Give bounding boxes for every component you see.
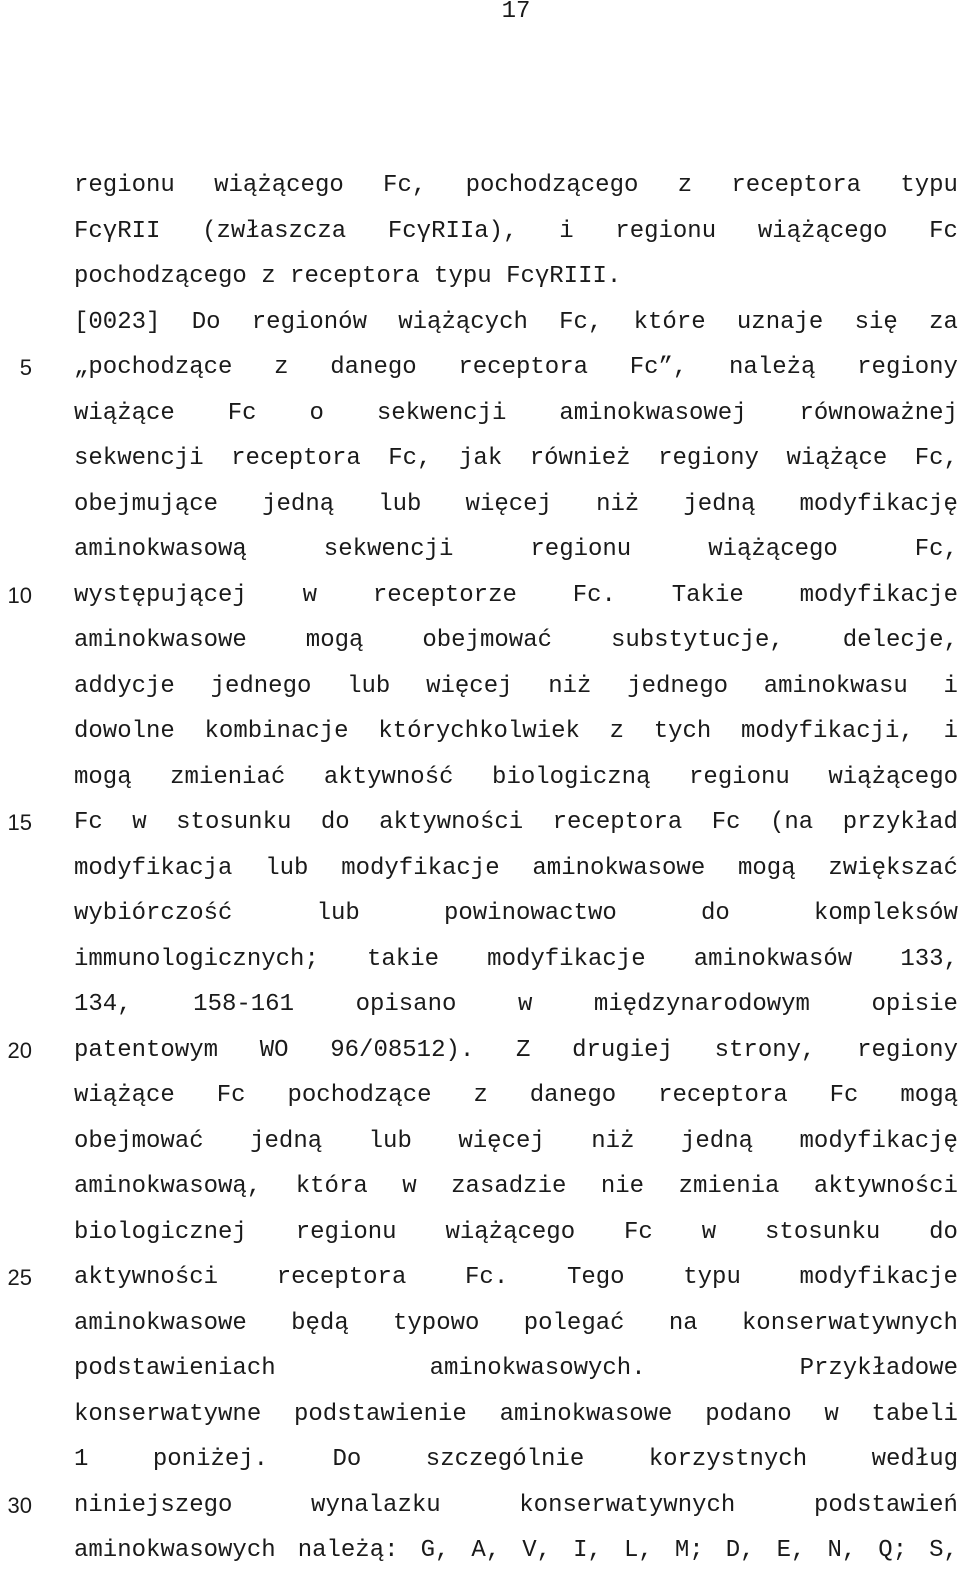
word: więcej [458, 1127, 545, 1155]
word: Do [191, 308, 221, 336]
word: sekwencji [323, 536, 454, 563]
word: aminokwasowych [74, 1537, 276, 1564]
word: A, [471, 1537, 501, 1564]
word: takie [367, 945, 440, 973]
word: Fc [74, 809, 103, 836]
word: wiążących [398, 308, 528, 336]
document-body [74, 171, 958, 1582]
word: strony, [714, 1036, 816, 1064]
word: regionów [251, 308, 367, 336]
word: które [633, 308, 706, 336]
word: międzynarodowym [593, 991, 810, 1018]
word: lub [378, 490, 422, 518]
line-number: 15 [7, 810, 32, 835]
word: niniejszego [74, 1491, 233, 1519]
word: polegać [523, 1309, 625, 1337]
word: jedną [681, 1127, 754, 1155]
word: WO [259, 1036, 289, 1064]
word: mogą [900, 1082, 958, 1109]
word: aminokwasową, [74, 1173, 262, 1200]
word: lub [265, 854, 309, 882]
word: aminokwasu [763, 672, 908, 700]
word: występującej [74, 581, 247, 609]
word: konserwatywne [74, 1400, 262, 1428]
word: [0023] [74, 308, 161, 336]
word: równoważnej [799, 399, 958, 427]
word: 133, [900, 945, 958, 973]
word: o [309, 399, 324, 427]
word: z [473, 1082, 488, 1109]
word: Fc [829, 1082, 859, 1109]
word: regionu [615, 217, 717, 245]
word: więcej [465, 490, 552, 518]
word: tych [653, 718, 712, 745]
word: należą [729, 354, 816, 381]
text-line [74, 717, 958, 763]
word: modyfikację [799, 1127, 958, 1155]
word: konserwatywnych [519, 1491, 736, 1519]
word: lub [316, 900, 360, 927]
word: pochodzącego [465, 172, 639, 199]
word: 158-161 [193, 991, 294, 1018]
text-line [74, 490, 958, 536]
word: regiony [857, 354, 958, 381]
word: z [609, 718, 625, 745]
word: jak [459, 445, 503, 472]
word: aminokwasowe [532, 854, 706, 882]
word: mogą [74, 763, 132, 791]
word: immunologicznych; [74, 945, 319, 973]
word: do [700, 900, 730, 927]
word: wiążącego [757, 217, 888, 245]
word: Fc [216, 1082, 246, 1109]
word: regionu [689, 763, 790, 791]
word: modyfikację [799, 490, 958, 518]
word: będą [291, 1309, 349, 1337]
word: 1 [74, 1446, 89, 1473]
word: korzystnych [648, 1446, 808, 1473]
word: którychkolwiek [378, 718, 580, 745]
text-line [74, 399, 958, 445]
word: niż [548, 672, 592, 700]
word: należą: [297, 1537, 399, 1564]
word: wynalazku [311, 1491, 441, 1519]
word: modyfikacje [799, 1264, 958, 1291]
word: Fc. [465, 1264, 509, 1291]
text-line [74, 945, 958, 991]
word: kompleksów [813, 900, 958, 927]
word: D, [725, 1537, 755, 1564]
word: Takie [671, 581, 744, 609]
word: wybiórczość [74, 900, 233, 927]
word: z [274, 354, 289, 381]
word: niż [596, 490, 640, 518]
word: wiążącego [708, 536, 838, 563]
text-line [74, 990, 958, 1036]
word: nie [600, 1173, 645, 1200]
word: obejmować [422, 627, 552, 654]
word: szczególnie [425, 1446, 585, 1473]
word: zmieniać [170, 763, 286, 791]
word: Tego [566, 1264, 625, 1291]
word: lub [347, 672, 391, 700]
word: receptora [552, 809, 683, 836]
word: I, [573, 1537, 602, 1564]
text-line [74, 353, 958, 399]
word: Z [515, 1036, 531, 1064]
word: jedną [262, 490, 335, 518]
text-line [74, 1445, 958, 1491]
word: modyfikacji, [741, 718, 914, 745]
word: stosunku [176, 809, 292, 836]
text-line [74, 1536, 958, 1582]
word: M; [674, 1537, 704, 1564]
text-line [74, 899, 958, 945]
text-line [74, 581, 958, 627]
word: aminokwasowej [559, 399, 747, 427]
word: 96/08512). [330, 1036, 475, 1064]
word: receptora [458, 354, 588, 381]
text-line [74, 535, 958, 581]
word: modyfikacje [799, 581, 958, 609]
word: na [668, 1309, 698, 1337]
word: zasadzie [451, 1173, 567, 1200]
word: w [517, 991, 533, 1018]
word: Fc [711, 809, 741, 836]
word: w [302, 581, 318, 609]
text-line [74, 444, 958, 490]
word: regionu [295, 1218, 397, 1246]
word: V, [522, 1537, 552, 1564]
word: sekwencji [74, 445, 204, 472]
word: aktywność [323, 763, 454, 791]
word: „pochodzące [74, 354, 233, 381]
word: kombinacje [204, 718, 349, 745]
word: FcγRIIa), [387, 217, 518, 245]
word: wiążące [786, 445, 888, 472]
word: w [402, 1173, 417, 1200]
line-number: 10 [7, 582, 32, 608]
word: poniżej. [152, 1446, 269, 1473]
word: aminokwasowe [74, 627, 247, 654]
word: E, [776, 1537, 806, 1564]
word: do [320, 809, 350, 836]
text-line [74, 1036, 958, 1082]
word: Fc [929, 217, 958, 245]
word: wiążącego [445, 1218, 576, 1246]
word: Fc, [914, 536, 958, 563]
word: opisie [871, 991, 958, 1018]
word: regionu [530, 536, 632, 563]
text-line [74, 1309, 958, 1355]
word: pochodzące [287, 1082, 432, 1109]
word: drugiej [572, 1036, 673, 1064]
word: N, [827, 1537, 857, 1564]
word: danego [330, 354, 417, 381]
word: G, [420, 1537, 450, 1564]
word: regiony [857, 1036, 958, 1064]
word: wiążącego [214, 172, 344, 199]
word: konserwatywnych [741, 1309, 958, 1337]
word: Przykładowe [799, 1355, 958, 1382]
word: i [559, 217, 574, 245]
word: jedną [683, 490, 756, 518]
word: się [854, 308, 898, 336]
word: Fc”, [629, 354, 688, 381]
text-line [74, 308, 958, 354]
word: delecje, [842, 627, 958, 654]
word: Fc, [914, 445, 958, 472]
word: za [929, 308, 958, 336]
word: modyfikacja [74, 854, 233, 882]
text-line [74, 763, 958, 809]
word: biologicznej [74, 1218, 247, 1246]
word: Fc [624, 1218, 653, 1246]
word: biologiczną [492, 763, 651, 791]
word: mogą [737, 854, 796, 882]
text-line [74, 1263, 958, 1309]
text-line [74, 171, 958, 217]
word: danego [529, 1082, 617, 1109]
word: wiążące [74, 399, 175, 427]
word: Do [332, 1446, 362, 1473]
word: regionu [74, 172, 175, 199]
word: 134, [74, 991, 132, 1018]
word: (zwłaszcza [202, 217, 347, 245]
line-number: 20 [7, 1037, 32, 1063]
word: z [677, 172, 693, 199]
word: mogą [305, 627, 364, 654]
text-line [74, 1491, 958, 1537]
word: receptora [276, 1264, 407, 1291]
word: uznaje [736, 308, 824, 336]
word: która [295, 1173, 368, 1200]
text-line [74, 1400, 958, 1446]
word: podano [705, 1400, 792, 1428]
word: podstawienie [294, 1400, 467, 1428]
text-line: pochodzącego z receptora typu FcγRIII. [74, 263, 622, 290]
word: aminokwasów [693, 945, 853, 973]
word: podstawień [813, 1491, 958, 1519]
word: zwiększać [828, 854, 958, 882]
word: obejmować [74, 1127, 204, 1155]
word: lub [368, 1127, 412, 1155]
word: obejmujące [74, 490, 219, 518]
word: zmienia [678, 1173, 780, 1200]
word: jedną [250, 1127, 323, 1155]
text-line [74, 808, 958, 854]
word: więcej [426, 672, 513, 700]
word: w [132, 809, 147, 836]
word: aminokwasowych. [429, 1355, 646, 1382]
word: FcγRII [74, 217, 161, 245]
word: sekwencji [376, 399, 507, 427]
word: powinowactwo [443, 900, 617, 927]
text-line [74, 1218, 958, 1264]
page-number: 17 [501, 0, 531, 25]
word: aktywności [379, 809, 524, 836]
word: przykład [842, 809, 958, 836]
word: aminokwasowe [74, 1309, 247, 1337]
word: S, [929, 1537, 958, 1564]
word: Fc, [383, 172, 427, 199]
word: również [529, 445, 631, 472]
word: substytucje, [610, 627, 784, 654]
word: według [871, 1446, 958, 1473]
word: Fc, [559, 308, 603, 336]
word: receptora [731, 172, 862, 199]
word: Q; [878, 1537, 908, 1564]
word: w [701, 1218, 717, 1246]
word: niż [591, 1127, 635, 1155]
word: aminokwasową [74, 536, 247, 563]
word: stosunku [765, 1218, 881, 1246]
word: modyfikacje [487, 945, 646, 973]
word: aktywności [74, 1264, 219, 1291]
text-line [74, 1172, 958, 1218]
line-number: 25 [7, 1265, 32, 1290]
text-line [74, 626, 958, 672]
word: aktywności [813, 1173, 958, 1200]
word: i [943, 718, 958, 745]
text-line [74, 1354, 958, 1400]
word: Fc. [572, 581, 616, 609]
word: typowo [393, 1309, 480, 1337]
word: i [943, 672, 958, 700]
word: typu [683, 1264, 741, 1291]
word: podstawieniach [74, 1355, 276, 1382]
word: tabeli [871, 1400, 958, 1428]
line-number: 30 [7, 1492, 32, 1518]
word: receptora [231, 445, 361, 472]
word: do [929, 1218, 958, 1246]
word: opisano [355, 991, 457, 1018]
text-line [74, 1081, 958, 1127]
word: dowolne [74, 718, 175, 745]
word: modyfikacje [341, 854, 500, 882]
text-line [74, 1127, 958, 1173]
word: aminokwasowe [499, 1400, 673, 1428]
word: addycje [74, 672, 175, 700]
word: wiążące [74, 1082, 175, 1109]
word: (na [770, 809, 814, 836]
word: patentowym [74, 1036, 219, 1064]
word: receptora [658, 1082, 788, 1109]
word: jednego [210, 672, 312, 700]
word: Fc [227, 399, 257, 427]
text-line [74, 217, 958, 263]
text-line [74, 672, 958, 718]
word: w [824, 1400, 839, 1428]
word: typu [900, 172, 958, 199]
word: receptorze [372, 581, 517, 609]
word: regiony [658, 445, 759, 472]
word: jednego [627, 672, 729, 700]
text-line [74, 854, 958, 900]
word: Fc, [388, 445, 432, 472]
word: L, [624, 1537, 653, 1564]
word: wiążącego [828, 763, 958, 791]
line-number: 5 [19, 355, 32, 380]
